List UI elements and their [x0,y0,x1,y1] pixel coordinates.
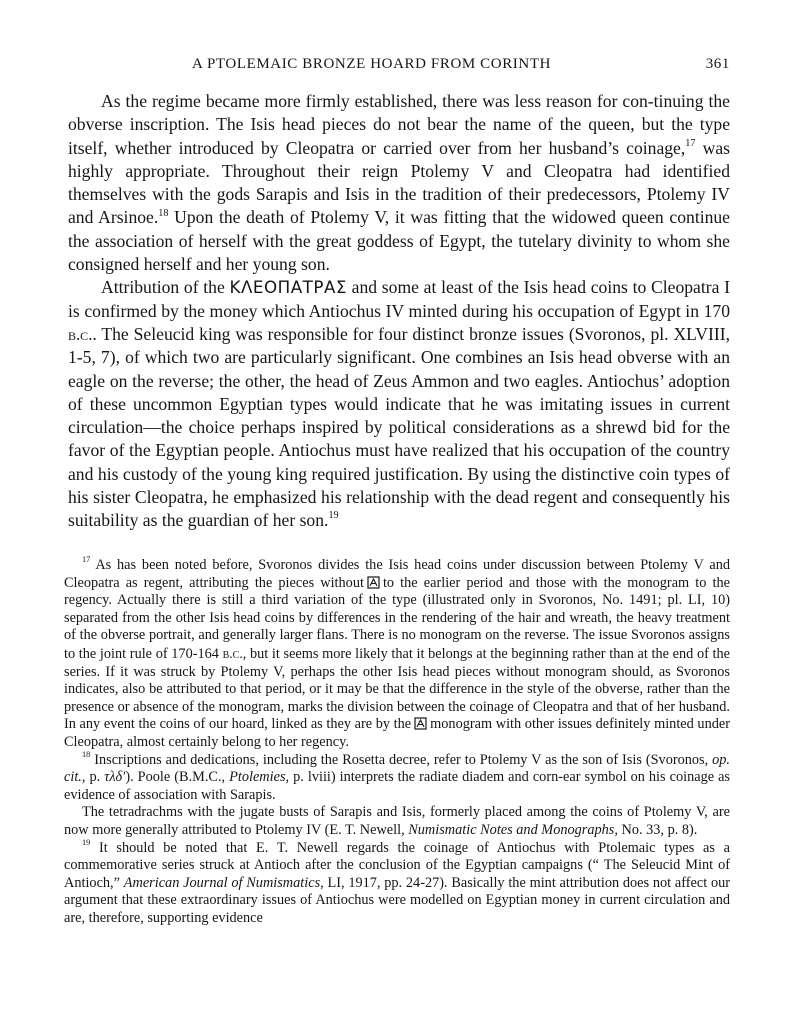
footnote-18-text-d: , p. lviii) interprets the radiate diadem and corn-ear symbol on his coinage as evidence of association with Sarapis. [64,769,730,803]
monogram-icon [367,576,380,589]
greek-inscription: ΚΛΕΟΠΑΤΡΑΣ [229,277,347,298]
page-number: 361 [705,56,730,72]
footnote-19-text-b: , LI, 1917, pp. 24-27). Basically the mint attribution does not affect our argument that these extraordinary issues of Antiochus were modelled on Egyptian money in current circulation and are, therefore, supporting evidence [64,874,731,926]
era-bc-note: b.c. [222,645,243,661]
footnote-17 [64,557,730,752]
footnote-19-mark: 19 [82,837,91,847]
paragraph-2-text-b: and some at least of the Isis head coins to Cleopatra I is confirmed by the money which Antiochus IV minted during his occupation of Egypt in 170 [68,277,730,321]
paragraph-1-text-a: As the regime became more firmly established, there was less reason for con-tinuing the obverse inscription. The Isis head pieces do not bear the name of the queen, but the type itself, whether introduced by Cleopatra or carried over from her husband’s coinage, [68,91,730,158]
paragraph-2-text-a: Attribution of the [101,277,230,298]
footnote-18 [64,749,730,805]
paragraph-1-text-b: was highly appropriate. Throughout their reign Ptolemy V and Cleopatra had identified themselves with the gods Sarapis and Isis in the tradition of their predecessors, Ptolemy IV and Arsinoe. [68,137,730,228]
footnote-19 [64,837,731,928]
body-text [68,90,730,533]
footnote-19-text-a: It should be noted that E. T. Newell regards the coinage of Antiochus with Ptolemaic types as a commemorative series struck at Antioch after the conclusion of the Egyptian campaigns (“ The Seleucid Mint of Antioch,” [64,839,730,891]
era-bc: b.c. [68,324,93,344]
numismatic-notes-title: Numismatic Notes and Monographs [408,821,615,838]
footnote-17-text-a: As has been noted before, Svoronos divides the Isis head coins under discussion between Ptolemy V and Cleopatra as regent, attributing the pieces without [64,557,730,591]
footnote-18b-text-b: , No. 33, p. 8). [614,821,698,838]
journal-title: American Journal of Numismatics [123,874,321,891]
monogram-icon [414,717,427,730]
footnotes [64,557,730,927]
footnote-18-text-b: , p. [81,769,105,786]
paragraph-1 [68,90,730,276]
footnote-17-text-d: monogram with other issues definitely minted under Cleopatra, almost certainly belong to her regency. [64,716,730,750]
ptolemies-title: Ptolemies [229,769,286,786]
greek-page-ref: τλδ′ [104,769,126,786]
op-cit: op. cit. [64,751,730,786]
footnote-17-text-b: to the earlier period and those with the monogram to the regency. Actually there is still a third variation of the type (illustrated only in Svoronos, No. 1491; pl. LI, 10) separated from the other Isis head coins by differences in the rendering of the hair and wreath, the heavy treatment of the obverse portrait, and generally larger flans. There is no monogram on the reverse. The issue Svoronos assigns to the joint rule of 170-164 [64,574,730,662]
page [64,0,730,1024]
footnote-ref-17: 17 [685,137,696,149]
footnote-18-text-a: Inscriptions and dedications, including the Rosetta decree, refer to Ptolemy V as the son of Isis (Svoronos, [90,751,713,768]
running-title: A PTOLEMAIC BRONZE HOARD FROM CORINTH [192,56,552,72]
footnote-ref-18: 18 [158,207,169,219]
paragraph-2 [68,276,730,532]
footnote-18-mark: 18 [82,749,91,759]
footnote-17-mark: 17 [82,555,91,565]
paragraph-2-text-c: . The Seleucid king was responsible for four distinct bronze issues (Svoronos, pl. XLVIII, 1-5, 7), of which two are particularly significant. One combines an Isis head obverse with an eagle on the reverse; the other, the head of Zeus Ammon and two eagles. Antiochus’ adoption of these uncommon Egyptian types would indicate that he was imitating issues in current circulation—the choice perhaps inspired by political considerations as a shrewd bid for the favor of the Egyptian people. Antiochus must have realized that his occupation of the country and his custody of the young king required justification. By using the distinctive coin types of his sister Cleopatra, he emphasized his relationship with the dead regent and consequently his suitability as the guardian of her son. [68,323,730,531]
footnote-ref-19: 19 [328,510,339,522]
paragraph-1-text-c: Upon the death of Ptolemy V, it was fitting that the widowed queen continue the association of herself with the great goddess of Egypt, the tutelary divinity to whom she consigned herself and her young son. [68,207,730,275]
footnote-18-text-c: ). Poole (B.M.C., [125,769,230,786]
footnote-18b-text-a: The tetradrachms with the jugate busts of Sarapis and Isis, formerly placed among the coins of Ptolemy V, are now more generally attributed to Ptolemy IV (E. T. Newell, [64,804,730,838]
footnote-18-continued [64,804,730,839]
running-head [64,56,730,76]
footnote-17-text-c: , but it seems more likely that it belongs at the beginning rather than at the end of the series. If it was struck by Ptolemy V, perhaps the other Isis head pieces without monogram should, as Svoronos indicates, also be attributed to that period, or it may be that the difference in the style of the obverse, rather than the presence or absence of the monogram, marks the division between the coinage of Cleopatra and that of her husband. In any event the coins of our hoard, linked as they are by the [64,645,730,733]
